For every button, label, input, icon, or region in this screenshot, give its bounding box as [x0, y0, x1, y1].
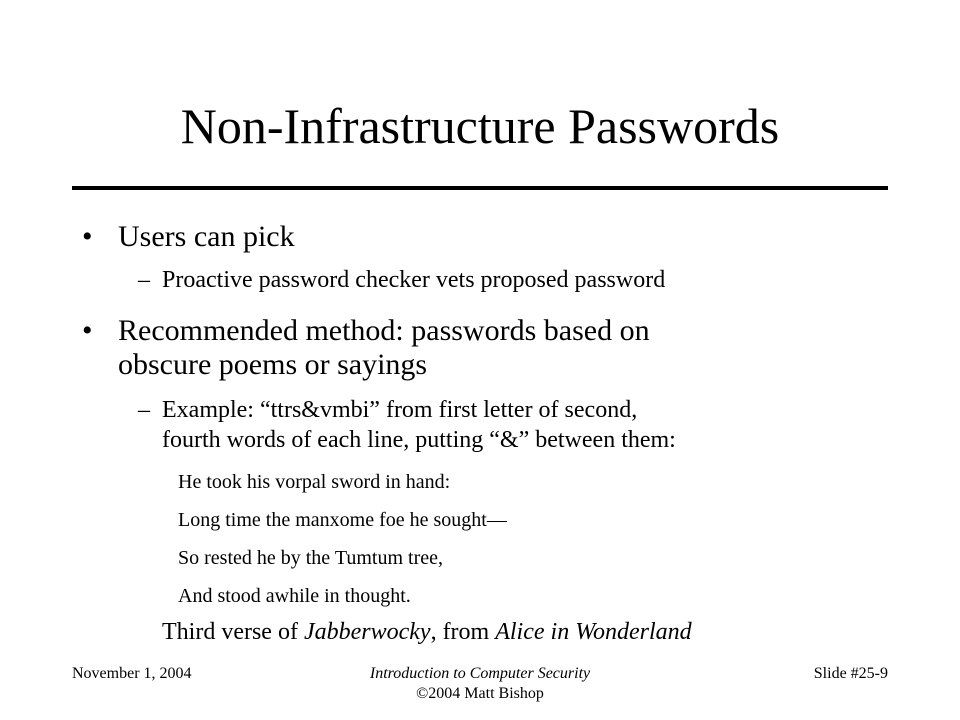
- sub-bullet-text: Proactive password checker vets proposed password: [162, 267, 666, 293]
- source-book-title: Alice in Wonderland: [495, 619, 692, 645]
- dash-marker: –: [138, 267, 150, 293]
- source-prefix: Third verse of: [162, 619, 304, 645]
- sub-bullet-text-line-1: Example: “ttrs&vmbi” from first letter of second,: [162, 397, 638, 423]
- dash-marker: –: [138, 397, 150, 423]
- poem-line: So rested he by the Tumtum tree,: [178, 547, 443, 569]
- title-divider: [72, 186, 888, 190]
- source-poem-title: Jabberwocky: [303, 619, 431, 645]
- slide-title: Non-Infrastructure Passwords: [180, 98, 780, 154]
- poem-source: [162, 618, 692, 646]
- source-middle: , from: [430, 619, 496, 645]
- bullet-marker: •: [82, 314, 93, 347]
- poem-line: Long time the manxome foe he sought—: [178, 509, 507, 531]
- poem-line: And stood awhile in thought.: [178, 585, 411, 607]
- bullet-text: Users can pick: [118, 220, 295, 253]
- bullet-text-line-1: Recommended method: passwords based on: [118, 314, 650, 347]
- footer-date: November 1, 2004: [72, 665, 192, 682]
- poem-line: He took his vorpal sword in hand:: [178, 471, 451, 493]
- footer-copyright: ©2004 Matt Bishop: [416, 685, 544, 702]
- bullet-text-line-2: obscure poems or sayings: [118, 348, 428, 381]
- footer-course-title: Introduction to Computer Security: [369, 665, 591, 682]
- sub-bullet-text-line-2: fourth words of each line, putting “&” between them:: [162, 427, 676, 453]
- bullet-marker: •: [82, 220, 93, 253]
- footer-slide-number: Slide #25-9: [813, 665, 888, 682]
